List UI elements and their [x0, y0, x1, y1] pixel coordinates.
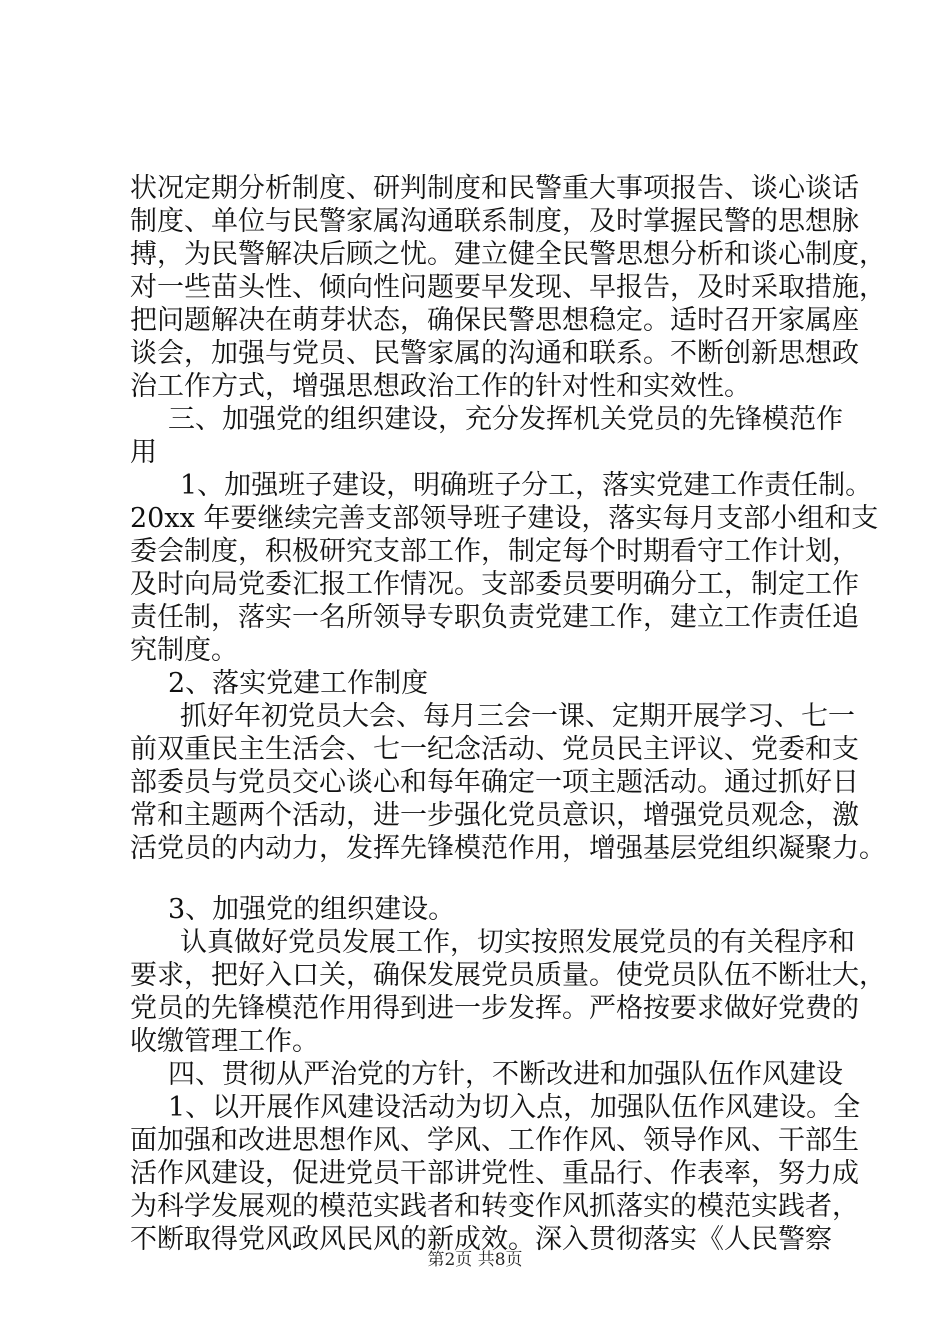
- text-line: 常和主题两个活动，进一步强化党员意识，增强党员观念，激: [130, 800, 859, 831]
- text-line: 委会制度，积极研究支部工作，制定每个时期看守工作计划，: [130, 536, 859, 567]
- text-line: 治工作方式，增强思想政治工作的针对性和实效性。: [130, 371, 751, 402]
- text-line: 究制度。: [130, 635, 238, 666]
- text-line: 制度、单位与民警家属沟通联系制度，及时掌握民警的思想脉: [130, 206, 859, 237]
- text-line: 要求，把好入口关，确保发展党员质量。使党员队伍不断壮大，: [130, 960, 886, 991]
- section-heading: 四、贯彻从严治党的方针，不断改进和加强队伍作风建设: [168, 1059, 843, 1090]
- text-line: 状况定期分析制度、研判制度和民警重大事项报告、谈心谈话: [130, 173, 859, 204]
- text-line: 认真做好党员发展工作，切实按照发展党员的有关程序和: [180, 927, 855, 958]
- text-line: 用: [130, 437, 157, 468]
- body-text: [130, 172, 886, 1256]
- text-line: 活党员的内动力，发挥先锋模范作用，增强基层党组织凝聚力。: [130, 833, 886, 864]
- page-number-footer: 第2页 共8页: [427, 1250, 523, 1270]
- text-line: 责任制，落实一名所领导专职负责党建工作，建立工作责任追: [130, 602, 859, 633]
- text-line: 收缴管理工作。: [130, 1026, 319, 1057]
- text-line: 对一些苗头性、倾向性问题要早发现、早报告，及时采取措施，: [130, 272, 886, 303]
- subsection-heading: 3、加强党的组织建设。: [168, 894, 456, 925]
- text-line: 搏，为民警解决后顾之忧。建立健全民警思想分析和谈心制度，: [130, 239, 886, 270]
- text-line: 抓好年初党员大会、每月三会一课、定期开展学习、七一: [180, 701, 855, 732]
- text-line: 及时向局党委汇报工作情况。支部委员要明确分工，制定工作: [130, 569, 859, 600]
- text-line: 面加强和改进思想作风、学风、工作作风、领导作风、干部生: [130, 1125, 859, 1156]
- text-line: 前双重民主生活会、七一纪念活动、党员民主评议、党委和支: [130, 734, 859, 765]
- subsection-heading: 1、加强班子建设，明确班子分工，落实党建工作责任制。: [180, 470, 873, 501]
- text-line: 党员的先锋模范作用得到进一步发挥。严格按要求做好党费的: [130, 993, 859, 1024]
- text-line: 把问题解决在萌芽状态，确保民警思想稳定。适时召开家属座: [130, 305, 859, 336]
- text-line: 为科学发展观的模范实践者和转变作风抓落实的模范实践者，: [130, 1191, 859, 1222]
- paragraph-gap: [130, 865, 830, 893]
- text-line: 20xx 年要继续完善支部领导班子建设，落实每月支部小组和支: [130, 503, 879, 534]
- text-line: 不断取得党风政风民风的新成效。深入贯彻落实《人民警察: [130, 1224, 832, 1255]
- subsection-heading: 2、落实党建工作制度: [168, 668, 429, 699]
- text-line: 谈会，加强与党员、民警家属的沟通和联系。不断创新思想政: [130, 338, 859, 369]
- text-line: 活作风建设，促进党员干部讲党性、重品行、作表率，努力成: [130, 1158, 859, 1189]
- text-line: 部委员与党员交心谈心和每年确定一项主题活动。通过抓好日: [130, 767, 859, 798]
- section-heading: 三、加强党的组织建设，充分发挥机关党员的先锋模范作: [168, 404, 843, 435]
- subsection-heading: 1、以开展作风建设活动为切入点，加强队伍作风建设。全: [168, 1092, 861, 1123]
